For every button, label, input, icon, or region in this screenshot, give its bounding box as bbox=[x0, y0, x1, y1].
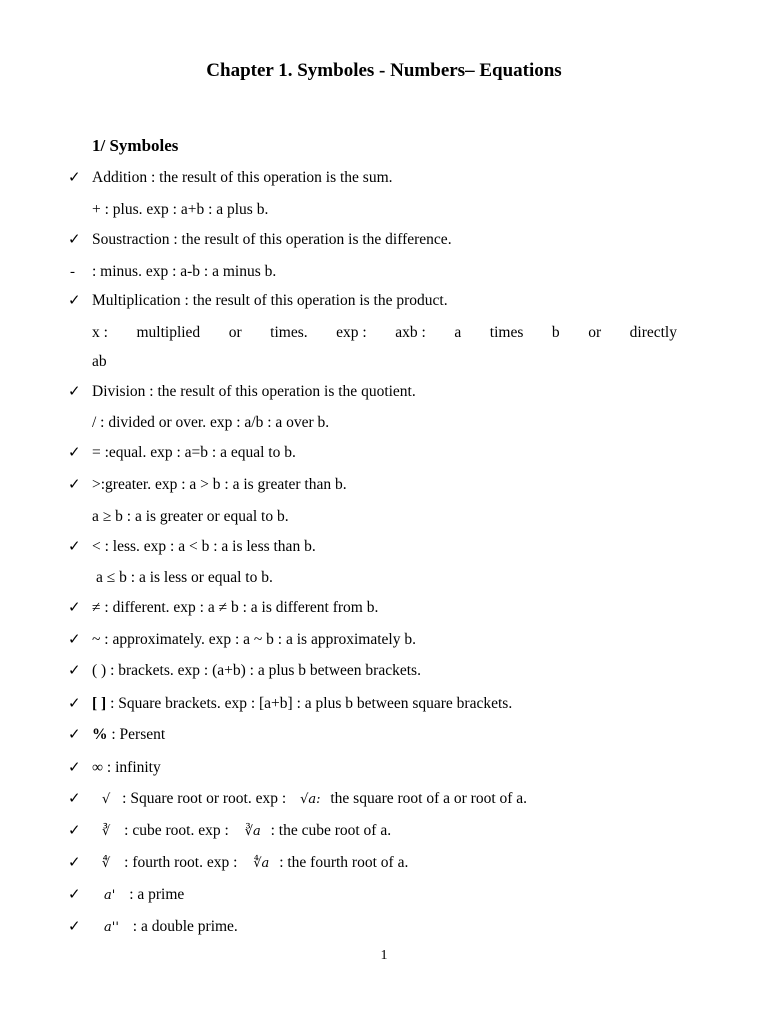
fourth-root-text: : fourth root. exp : bbox=[124, 854, 238, 871]
greater-equal-line: a ≥ b : a is greater or equal to b. bbox=[92, 508, 289, 525]
section-heading: 1/ Symboles bbox=[92, 136, 179, 155]
checkmark-icon: ✓ bbox=[68, 477, 81, 493]
addition-line: Addition : the result of this operation is the sum. bbox=[92, 169, 393, 186]
double-prime-symbol: a'' bbox=[104, 920, 119, 935]
plus-line: + : plus. exp : a+b : a plus b. bbox=[92, 201, 269, 218]
checkmark-icon: ✓ bbox=[68, 232, 81, 248]
checkmark-icon: ✓ bbox=[68, 823, 81, 839]
sqrt-line bbox=[102, 789, 527, 810]
square-brackets-line bbox=[92, 694, 512, 714]
greater-line: >:greater. exp : a > b : a is greater than b. bbox=[92, 476, 347, 493]
prime-line bbox=[104, 885, 184, 906]
times-word: directly bbox=[629, 324, 677, 341]
fourth-root-symbol: ∜ bbox=[102, 856, 111, 871]
checkmark-icon: ✓ bbox=[68, 919, 81, 935]
times-word: a bbox=[454, 324, 462, 341]
times-word: b bbox=[551, 324, 560, 341]
percent-symbol: % bbox=[92, 726, 108, 743]
minus-line: : minus. exp : a-b : a minus b. bbox=[92, 263, 277, 280]
checkmark-icon: ✓ bbox=[68, 539, 81, 555]
times-word: exp : bbox=[336, 324, 367, 341]
fourth-root-tail: : the fourth root of a. bbox=[279, 854, 409, 871]
percent-line bbox=[92, 725, 165, 745]
checkmark-icon: ✓ bbox=[68, 887, 81, 903]
square-brackets-symbol: [ ] bbox=[92, 695, 107, 712]
times-word: or bbox=[228, 324, 242, 341]
checkmark-icon: ✓ bbox=[68, 760, 81, 776]
sqrt-symbol: √ bbox=[102, 792, 111, 807]
times-word: times. bbox=[270, 324, 308, 341]
brackets-line: ( ) : brackets. exp : (a+b) : a plus b between brackets. bbox=[92, 662, 421, 679]
prime-text: : a prime bbox=[129, 886, 185, 903]
subtraction-line: Soustraction : the result of this operation is the difference. bbox=[92, 231, 452, 248]
checkmark-icon: ✓ bbox=[68, 663, 81, 679]
times-line bbox=[92, 323, 677, 343]
checkmark-icon: ✓ bbox=[68, 727, 81, 743]
checkmark-icon: ✓ bbox=[68, 696, 81, 712]
sqrt-expression: √a: bbox=[300, 792, 321, 807]
less-line: < : less. exp : a < b : a is less than b. bbox=[92, 538, 316, 555]
fourth-root-line bbox=[102, 853, 408, 874]
less-equal-line: a ≤ b : a is less or equal to b. bbox=[96, 569, 273, 586]
different-line: ≠ : different. exp : a ≠ b : a is different from b. bbox=[92, 599, 379, 616]
cube-root-symbol: ∛ bbox=[102, 824, 111, 839]
double-prime-text: : a double prime. bbox=[132, 918, 238, 935]
double-prime-line bbox=[104, 917, 238, 938]
fourth-root-expression: ∜a bbox=[253, 856, 270, 871]
approx-line: ~ : approximately. exp : a ~ b : a is approximately b. bbox=[92, 631, 416, 648]
checkmark-icon: ✓ bbox=[68, 632, 81, 648]
times-word: times bbox=[489, 324, 524, 341]
checkmark-icon: ✓ bbox=[68, 293, 81, 309]
dash-bullet: - bbox=[70, 264, 75, 280]
infinity-line: ∞ : infinity bbox=[92, 759, 161, 776]
sqrt-text: : Square root or root. exp : bbox=[122, 790, 287, 807]
times-word: multiplied bbox=[136, 324, 201, 341]
cube-root-expression: ∛a bbox=[244, 824, 261, 839]
page-title: Chapter 1. Symboles - Numbers– Equations bbox=[206, 60, 562, 81]
times-word: x : bbox=[92, 324, 108, 341]
checkmark-icon: ✓ bbox=[68, 791, 81, 807]
checkmark-icon: ✓ bbox=[68, 445, 81, 461]
percent-text: : Persent bbox=[107, 726, 166, 743]
times-continuation: ab bbox=[92, 353, 107, 370]
prime-symbol: a' bbox=[104, 888, 116, 903]
cube-root-tail: : the cube root of a. bbox=[270, 822, 392, 839]
division-line: Division : the result of this operation is the quotient. bbox=[92, 383, 416, 400]
sqrt-tail: the square root of a or root of a. bbox=[330, 790, 528, 807]
checkmark-icon: ✓ bbox=[68, 384, 81, 400]
checkmark-icon: ✓ bbox=[68, 170, 81, 186]
checkmark-icon: ✓ bbox=[68, 600, 81, 616]
equal-line: = :equal. exp : a=b : a equal to b. bbox=[92, 444, 296, 461]
page-number: 1 bbox=[380, 948, 388, 963]
times-word: or bbox=[588, 324, 602, 341]
checkmark-icon: ✓ bbox=[68, 855, 81, 871]
square-brackets-text: : Square brackets. exp : [a+b] : a plus b between square brackets. bbox=[106, 695, 513, 712]
times-word: axb : bbox=[395, 324, 426, 341]
cube-root-text: : cube root. exp : bbox=[124, 822, 229, 839]
over-line: / : divided or over. exp : a/b : a over b. bbox=[92, 414, 330, 431]
multiplication-line: Multiplication : the result of this operation is the product. bbox=[92, 292, 448, 309]
cube-root-line bbox=[102, 821, 391, 842]
